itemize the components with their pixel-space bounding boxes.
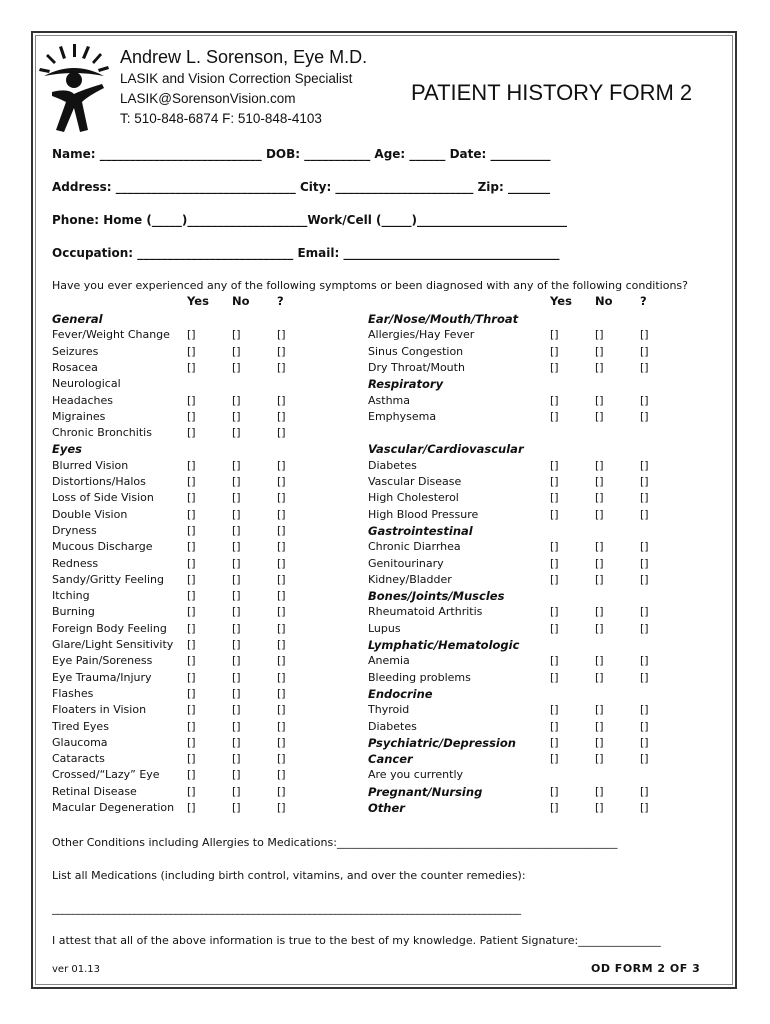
checkbox-unsure[interactable]: [] — [277, 458, 286, 472]
condition-diabetes: Diabetes — [368, 719, 417, 733]
checkbox-yes[interactable]: [] — [550, 458, 559, 472]
checkbox-yes[interactable]: [] — [187, 393, 196, 407]
checkbox-yes[interactable]: [] — [187, 507, 196, 521]
eye-person-logo — [38, 42, 110, 134]
checkbox-unsure[interactable]: [] — [640, 360, 649, 374]
left-condition-row — [52, 523, 372, 539]
checkbox-yes[interactable]: [] — [187, 719, 196, 733]
condition-vascular-disease: Vascular Disease — [368, 475, 462, 488]
condition-bleeding-problems: Bleeding problems — [368, 670, 471, 684]
left-col-yes: Yes — [187, 294, 209, 308]
condition-high-cholesterol: High Cholesterol — [368, 491, 459, 505]
checkbox-no[interactable]: [] — [595, 670, 604, 684]
checkbox-yes[interactable]: [] — [187, 703, 196, 717]
checkbox-unsure[interactable]: [] — [277, 719, 286, 733]
checkbox-no[interactable]: [] — [232, 523, 241, 537]
checkbox-yes[interactable]: [] — [187, 589, 196, 603]
condition-chronic-diarrhea: Chronic Diarrhea — [368, 540, 461, 554]
checkbox-unsure[interactable]: [] — [277, 605, 286, 619]
checkbox-yes[interactable]: [] — [187, 344, 196, 358]
condition-lupus: Lupus — [368, 621, 401, 635]
left-condition-row — [52, 409, 372, 425]
condition-seizures: Seizures — [52, 344, 99, 358]
right-condition-row — [368, 311, 688, 327]
checkbox-unsure[interactable]: [] — [277, 409, 286, 423]
condition-rheumatoid-arthritis: Rheumatoid Arthritis — [368, 605, 483, 619]
checkbox-yes[interactable]: [] — [187, 328, 196, 342]
checkbox-yes[interactable]: [] — [187, 523, 196, 537]
checkbox-unsure[interactable]: [] — [277, 540, 286, 554]
checkbox-yes[interactable]: [] — [187, 572, 196, 586]
checkbox-unsure[interactable]: [] — [640, 719, 649, 733]
checkbox-yes[interactable]: [] — [187, 686, 196, 700]
checkbox-no[interactable]: [] — [232, 719, 241, 733]
condition-macular-degeneration: Macular Degeneration — [52, 801, 175, 814]
checkbox-no[interactable]: [] — [232, 409, 241, 423]
condition-rosacea: Rosacea — [52, 360, 98, 374]
checkbox-unsure[interactable]: [] — [640, 801, 649, 814]
checkbox-no[interactable]: [] — [232, 768, 241, 782]
checkbox-yes[interactable]: [] — [187, 621, 196, 635]
form-version: ver 01.13 — [52, 964, 100, 975]
left-condition-row — [52, 637, 372, 653]
checkbox-unsure[interactable]: [] — [277, 491, 286, 505]
checkbox-yes[interactable]: [] — [550, 507, 559, 521]
left-condition-row — [52, 719, 372, 735]
checkbox-no[interactable]: [] — [232, 556, 241, 570]
checkbox-unsure[interactable]: [] — [640, 703, 649, 717]
checkbox-no[interactable]: [] — [232, 344, 241, 358]
checkbox-no[interactable]: [] — [232, 426, 241, 440]
checkbox-no[interactable]: [] — [595, 360, 604, 374]
right-condition-row — [368, 621, 688, 637]
category-other: Other — [368, 801, 405, 815]
checkbox-yes[interactable]: [] — [550, 784, 559, 798]
checkbox-yes[interactable]: [] — [187, 735, 196, 749]
left-condition-row — [52, 311, 372, 327]
category-ear-nose-mouth-throat: Ear/Nose/Mouth/Throat — [368, 312, 519, 326]
checkbox-no[interactable]: [] — [595, 409, 604, 423]
category-respiratory: Respiratory — [368, 377, 444, 392]
form-id: OD FORM 2 OF 3 — [591, 962, 701, 975]
left-condition-row — [52, 458, 372, 474]
checkbox-unsure[interactable]: [] — [640, 507, 649, 521]
checkbox-no[interactable]: [] — [595, 752, 604, 766]
checkbox-unsure[interactable]: [] — [640, 752, 649, 766]
left-condition-row — [52, 670, 372, 686]
condition-double-vision: Double Vision — [52, 507, 128, 521]
checkbox-yes[interactable]: [] — [550, 605, 559, 619]
checkbox-no[interactable]: [] — [232, 605, 241, 619]
checkbox-no[interactable]: [] — [595, 621, 604, 635]
checkbox-yes[interactable]: [] — [187, 654, 196, 668]
condition-chronic-bronchitis: Chronic Bronchitis — [52, 426, 152, 440]
checkbox-unsure[interactable]: [] — [277, 621, 286, 635]
condition-redness: Redness — [52, 556, 99, 570]
checkbox-yes[interactable]: [] — [187, 638, 196, 651]
category-lymphatic-hematologic: Lymphatic/Hematologic — [368, 638, 520, 652]
checkbox-yes[interactable]: [] — [187, 540, 196, 554]
checkbox-no[interactable]: [] — [595, 605, 604, 619]
right-col-unsure: ? — [640, 294, 647, 308]
category-bones-joints-muscles: Bones/Joints/Muscles — [368, 589, 505, 604]
right-condition-row — [368, 686, 688, 702]
category-endocrine: Endocrine — [368, 686, 433, 701]
checkbox-unsure[interactable]: [] — [277, 686, 286, 700]
checkbox-unsure[interactable]: [] — [277, 556, 286, 570]
checkbox-yes[interactable]: [] — [550, 328, 559, 342]
checkbox-unsure[interactable]: [] — [640, 621, 649, 635]
checkbox-yes[interactable]: [] — [550, 703, 559, 717]
checkbox-unsure[interactable]: [] — [640, 344, 649, 358]
checkbox-no[interactable]: [] — [232, 572, 241, 586]
checkbox-unsure[interactable]: [] — [640, 393, 649, 407]
checkbox-unsure[interactable]: [] — [277, 735, 286, 749]
condition-dryness: Dryness — [52, 523, 97, 537]
checkbox-yes[interactable]: [] — [550, 801, 559, 814]
checkbox-unsure[interactable]: [] — [277, 507, 286, 521]
checkbox-no[interactable]: [] — [232, 735, 241, 749]
right-condition-row — [368, 327, 688, 343]
checkbox-no[interactable]: [] — [232, 784, 241, 798]
checkbox-unsure[interactable]: [] — [277, 393, 286, 407]
left-condition-row — [52, 474, 372, 490]
doctor-phone-fax: T: 510-848-6874 F: 510-848-4103 — [120, 111, 322, 126]
right-condition-row — [368, 474, 688, 490]
checkbox-no[interactable]: [] — [595, 654, 604, 668]
right-condition-row — [368, 653, 688, 669]
name-dob-age-date-line[interactable]: Name: ___________________________ DOB: ___________ Age: ______ Date: __________ — [52, 147, 551, 161]
checkbox-unsure[interactable]: [] — [277, 328, 286, 342]
condition-itching: Itching — [52, 589, 90, 603]
condition-tired-eyes: Tired Eyes — [52, 719, 109, 733]
checkbox-yes[interactable]: [] — [187, 670, 196, 684]
left-condition-row — [52, 588, 372, 604]
checkbox-no[interactable]: [] — [595, 507, 604, 521]
checkbox-no[interactable]: [] — [595, 572, 604, 586]
checkbox-unsure[interactable]: [] — [277, 768, 286, 782]
left-condition-row — [52, 344, 372, 360]
address-city-zip-line[interactable]: Address: ______________________________ City: _______________________ Zip: _______ — [52, 180, 550, 194]
checkbox-unsure[interactable]: [] — [277, 784, 286, 798]
right-condition-row — [368, 523, 688, 539]
checkbox-no[interactable]: [] — [232, 638, 241, 651]
left-condition-row — [52, 702, 372, 718]
checkbox-yes[interactable]: [] — [187, 784, 196, 798]
checkbox-unsure[interactable]: [] — [277, 801, 286, 814]
left-condition-row — [52, 507, 372, 523]
checkbox-yes[interactable]: [] — [550, 735, 559, 749]
checkbox-unsure[interactable]: [] — [640, 556, 649, 570]
medications-label: List all Medications (including birth control, vitamins, and over the counter remedies): — [52, 869, 526, 882]
form-title: PATIENT HISTORY FORM 2 — [411, 80, 693, 105]
checkbox-no[interactable]: [] — [232, 475, 241, 488]
checkbox-yes[interactable]: [] — [550, 670, 559, 684]
checkbox-yes[interactable]: [] — [187, 556, 196, 570]
checkbox-no[interactable]: [] — [232, 328, 241, 342]
right-col-yes: Yes — [550, 294, 572, 308]
right-condition-row — [368, 800, 688, 816]
checkbox-no[interactable]: [] — [595, 703, 604, 717]
right-condition-row — [368, 572, 688, 588]
checkbox-yes[interactable]: [] — [550, 360, 559, 374]
right-condition-row — [368, 784, 688, 800]
condition-crossed-lazy-eye: Crossed/“Lazy” Eye — [52, 768, 160, 782]
right-condition-row — [368, 588, 688, 604]
checkbox-yes[interactable]: [] — [550, 393, 559, 407]
checkbox-unsure[interactable]: [] — [277, 344, 286, 358]
checkbox-unsure[interactable]: [] — [640, 491, 649, 505]
left-condition-row — [52, 327, 372, 343]
right-condition-row — [368, 767, 688, 783]
right-condition-row — [368, 702, 688, 718]
condition-are-you-currently: Are you currently — [368, 768, 464, 782]
condition-allergies-hay-fever: Allergies/Hay Fever — [368, 328, 475, 342]
conditions-question: Have you ever experienced any of the following symptoms or been diagnosed with any of the following conditions? — [52, 279, 688, 292]
checkbox-no[interactable]: [] — [232, 686, 241, 700]
right-condition-row — [368, 719, 688, 735]
right-condition-row — [368, 507, 688, 523]
checkbox-yes[interactable]: [] — [550, 344, 559, 358]
condition-thyroid: Thyroid — [368, 703, 410, 717]
condition-migraines: Migraines — [52, 409, 106, 423]
checkbox-yes[interactable]: [] — [550, 719, 559, 733]
checkbox-no[interactable]: [] — [232, 393, 241, 407]
condition-genitourinary: Genitourinary — [368, 556, 444, 570]
checkbox-no[interactable]: [] — [595, 344, 604, 358]
checkbox-unsure[interactable]: [] — [277, 703, 286, 717]
checkbox-no[interactable]: [] — [232, 752, 241, 766]
condition-emphysema: Emphysema — [368, 409, 437, 423]
condition-anemia: Anemia — [368, 654, 410, 668]
checkbox-no[interactable]: [] — [232, 360, 241, 374]
checkbox-yes[interactable]: [] — [187, 360, 196, 374]
left-condition-row — [52, 572, 372, 588]
checkbox-no[interactable]: [] — [595, 719, 604, 733]
checkbox-yes[interactable]: [] — [187, 426, 196, 440]
condition-eye-pain-soreness: Eye Pain/Soreness — [52, 654, 153, 668]
checkbox-no[interactable]: [] — [232, 801, 241, 814]
left-condition-row — [52, 767, 372, 783]
checkbox-yes[interactable]: [] — [187, 475, 196, 488]
checkbox-unsure[interactable]: [] — [277, 572, 286, 586]
checkbox-no[interactable]: [] — [595, 784, 604, 798]
left-col-no: No — [232, 294, 250, 308]
condition-sandy-gritty-feeling: Sandy/Gritty Feeling — [52, 572, 164, 586]
left-condition-row — [52, 653, 372, 669]
checkbox-unsure[interactable]: [] — [640, 654, 649, 668]
checkbox-unsure[interactable]: [] — [277, 589, 286, 603]
left-condition-row — [52, 425, 372, 441]
condition-neurological: Neurological — [52, 377, 121, 391]
checkbox-no[interactable]: [] — [595, 458, 604, 472]
right-condition-row — [368, 425, 688, 441]
right-condition-row — [368, 735, 688, 751]
condition-flashes: Flashes — [52, 686, 94, 700]
attestation-signature-line[interactable]: I attest that all of the above information is true to the best of my knowledge. Patient Signature:_______________ — [52, 934, 661, 947]
category-vascular-cardiovascular: Vascular/Cardiovascular — [368, 442, 524, 457]
right-condition-row — [368, 441, 688, 457]
checkbox-no[interactable]: [] — [232, 621, 241, 635]
checkbox-yes[interactable]: [] — [550, 491, 559, 505]
checkbox-yes[interactable]: [] — [550, 572, 559, 586]
right-condition-row — [368, 556, 688, 572]
medications-line[interactable]: ___________________________________________________________________________________________ — [52, 902, 521, 915]
checkbox-no[interactable]: [] — [595, 328, 604, 342]
checkbox-yes[interactable]: [] — [187, 458, 196, 472]
category-pregnant-nursing: Pregnant/Nursing — [368, 784, 483, 799]
right-condition-row — [368, 751, 688, 767]
checkbox-yes[interactable]: [] — [550, 556, 559, 570]
condition-burning: Burning — [52, 605, 95, 619]
category-psychiatric-depression: Psychiatric/Depression — [368, 735, 516, 750]
checkbox-unsure[interactable]: [] — [640, 605, 649, 619]
condition-eye-trauma-injury: Eye Trauma/Injury — [52, 670, 152, 684]
condition-foreign-body-feeling: Foreign Body Feeling — [52, 621, 167, 635]
category-eyes: Eyes — [52, 442, 82, 457]
condition-loss-of-side-vision: Loss of Side Vision — [52, 491, 154, 505]
condition-sinus-congestion: Sinus Congestion — [368, 344, 464, 358]
checkbox-yes[interactable]: [] — [187, 801, 196, 814]
condition-retinal-disease: Retinal Disease — [52, 784, 137, 798]
checkbox-unsure[interactable]: [] — [640, 328, 649, 342]
checkbox-unsure[interactable]: [] — [277, 475, 286, 488]
checkbox-unsure[interactable]: [] — [640, 784, 649, 798]
checkbox-yes[interactable]: [] — [187, 752, 196, 766]
checkbox-yes[interactable]: [] — [550, 621, 559, 635]
left-condition-row — [52, 360, 372, 376]
category-gastrointestinal: Gastrointestinal — [368, 523, 473, 538]
checkbox-no[interactable]: [] — [595, 735, 604, 749]
checkbox-no[interactable]: [] — [232, 654, 241, 668]
left-condition-row — [52, 686, 372, 702]
condition-floaters-in-vision: Floaters in Vision — [52, 703, 147, 717]
left-condition-row — [52, 539, 372, 555]
right-condition-row — [368, 376, 688, 392]
condition-distortions-halos: Distortions/Halos — [52, 475, 146, 488]
condition-kidney-bladder: Kidney/Bladder — [368, 572, 452, 586]
checkbox-no[interactable]: [] — [595, 540, 604, 554]
checkbox-unsure[interactable]: [] — [277, 638, 286, 651]
checkbox-unsure[interactable]: [] — [640, 458, 649, 472]
right-condition-row — [368, 490, 688, 506]
checkbox-unsure[interactable]: [] — [640, 475, 649, 488]
checkbox-unsure[interactable]: [] — [277, 426, 286, 440]
checkbox-unsure[interactable]: [] — [277, 523, 286, 537]
checkbox-no[interactable]: [] — [232, 491, 241, 505]
condition-asthma: Asthma — [368, 393, 410, 407]
condition-glare-light-sensitivity: Glare/Light Sensitivity — [52, 638, 174, 651]
checkbox-yes[interactable]: [] — [550, 654, 559, 668]
checkbox-yes[interactable]: [] — [550, 540, 559, 554]
checkbox-yes[interactable]: [] — [550, 475, 559, 488]
condition-fever-weight-change: Fever/Weight Change — [52, 328, 170, 342]
left-condition-row — [52, 393, 372, 409]
doctor-name: Andrew L. Sorenson, Eye M.D. — [120, 47, 368, 67]
left-condition-row — [52, 784, 372, 800]
right-condition-row — [368, 604, 688, 620]
condition-diabetes: Diabetes — [368, 458, 417, 472]
condition-glaucoma: Glaucoma — [52, 735, 108, 749]
condition-mucous-discharge: Mucous Discharge — [52, 540, 153, 554]
phone-line[interactable]: Phone: Home (_____)____________________Work/Cell (_____)_________________________ — [52, 213, 567, 227]
checkbox-unsure[interactable]: [] — [640, 409, 649, 423]
checkbox-unsure[interactable]: [] — [640, 540, 649, 554]
left-condition-row — [52, 735, 372, 751]
left-condition-row — [52, 376, 372, 392]
category-general: General — [52, 312, 103, 326]
left-condition-row — [52, 556, 372, 572]
right-col-no: No — [595, 294, 613, 308]
doctor-email: LASIK@SorensonVision.com — [120, 91, 296, 106]
occupation-email-line[interactable]: Occupation: __________________________ Email: ____________________________________ — [52, 246, 560, 260]
category-cancer: Cancer — [368, 752, 413, 767]
checkbox-unsure[interactable]: [] — [277, 360, 286, 374]
right-condition-row — [368, 670, 688, 686]
checkbox-no[interactable]: [] — [232, 703, 241, 717]
checkbox-no[interactable]: [] — [232, 540, 241, 554]
right-condition-row — [368, 409, 688, 425]
checkbox-unsure[interactable]: [] — [640, 735, 649, 749]
left-condition-row — [52, 800, 372, 816]
checkbox-no[interactable]: [] — [595, 556, 604, 570]
right-condition-row — [368, 458, 688, 474]
checkbox-unsure[interactable]: [] — [277, 670, 286, 684]
checkbox-no[interactable]: [] — [595, 475, 604, 488]
condition-blurred-vision: Blurred Vision — [52, 458, 129, 472]
left-condition-row — [52, 751, 372, 767]
condition-cataracts: Cataracts — [52, 752, 105, 766]
checkbox-yes[interactable]: [] — [550, 752, 559, 766]
right-condition-row — [368, 344, 688, 360]
checkbox-no[interactable]: [] — [232, 670, 241, 684]
checkbox-yes[interactable]: [] — [187, 409, 196, 423]
checkbox-unsure[interactable]: [] — [277, 654, 286, 668]
checkbox-yes[interactable]: [] — [187, 768, 196, 782]
checkbox-no[interactable]: [] — [232, 507, 241, 521]
checkbox-no[interactable]: [] — [232, 458, 241, 472]
right-condition-row — [368, 360, 688, 376]
right-condition-row — [368, 637, 688, 653]
left-col-unsure: ? — [277, 294, 284, 308]
left-condition-row — [52, 441, 372, 457]
other-conditions-line[interactable]: Other Conditions including Allergies to Medications:___________________________________________________ — [52, 836, 618, 849]
checkbox-no[interactable]: [] — [232, 589, 241, 603]
left-condition-row — [52, 604, 372, 620]
checkbox-unsure[interactable]: [] — [640, 670, 649, 684]
checkbox-yes[interactable]: [] — [550, 409, 559, 423]
doctor-specialty: LASIK and Vision Correction Specialist — [120, 71, 353, 86]
left-condition-row — [52, 621, 372, 637]
checkbox-yes[interactable]: [] — [187, 491, 196, 505]
checkbox-unsure[interactable]: [] — [640, 572, 649, 586]
condition-headaches: Headaches — [52, 393, 114, 407]
checkbox-yes[interactable]: [] — [187, 605, 196, 619]
right-condition-row — [368, 539, 688, 555]
left-condition-row — [52, 490, 372, 506]
condition-dry-throat-mouth: Dry Throat/Mouth — [368, 360, 465, 374]
checkbox-unsure[interactable]: [] — [277, 752, 286, 766]
right-condition-row — [368, 393, 688, 409]
condition-high-blood-pressure: High Blood Pressure — [368, 507, 479, 521]
checkbox-no[interactable]: [] — [595, 491, 604, 505]
checkbox-no[interactable]: [] — [595, 801, 604, 814]
checkbox-no[interactable]: [] — [595, 393, 604, 407]
